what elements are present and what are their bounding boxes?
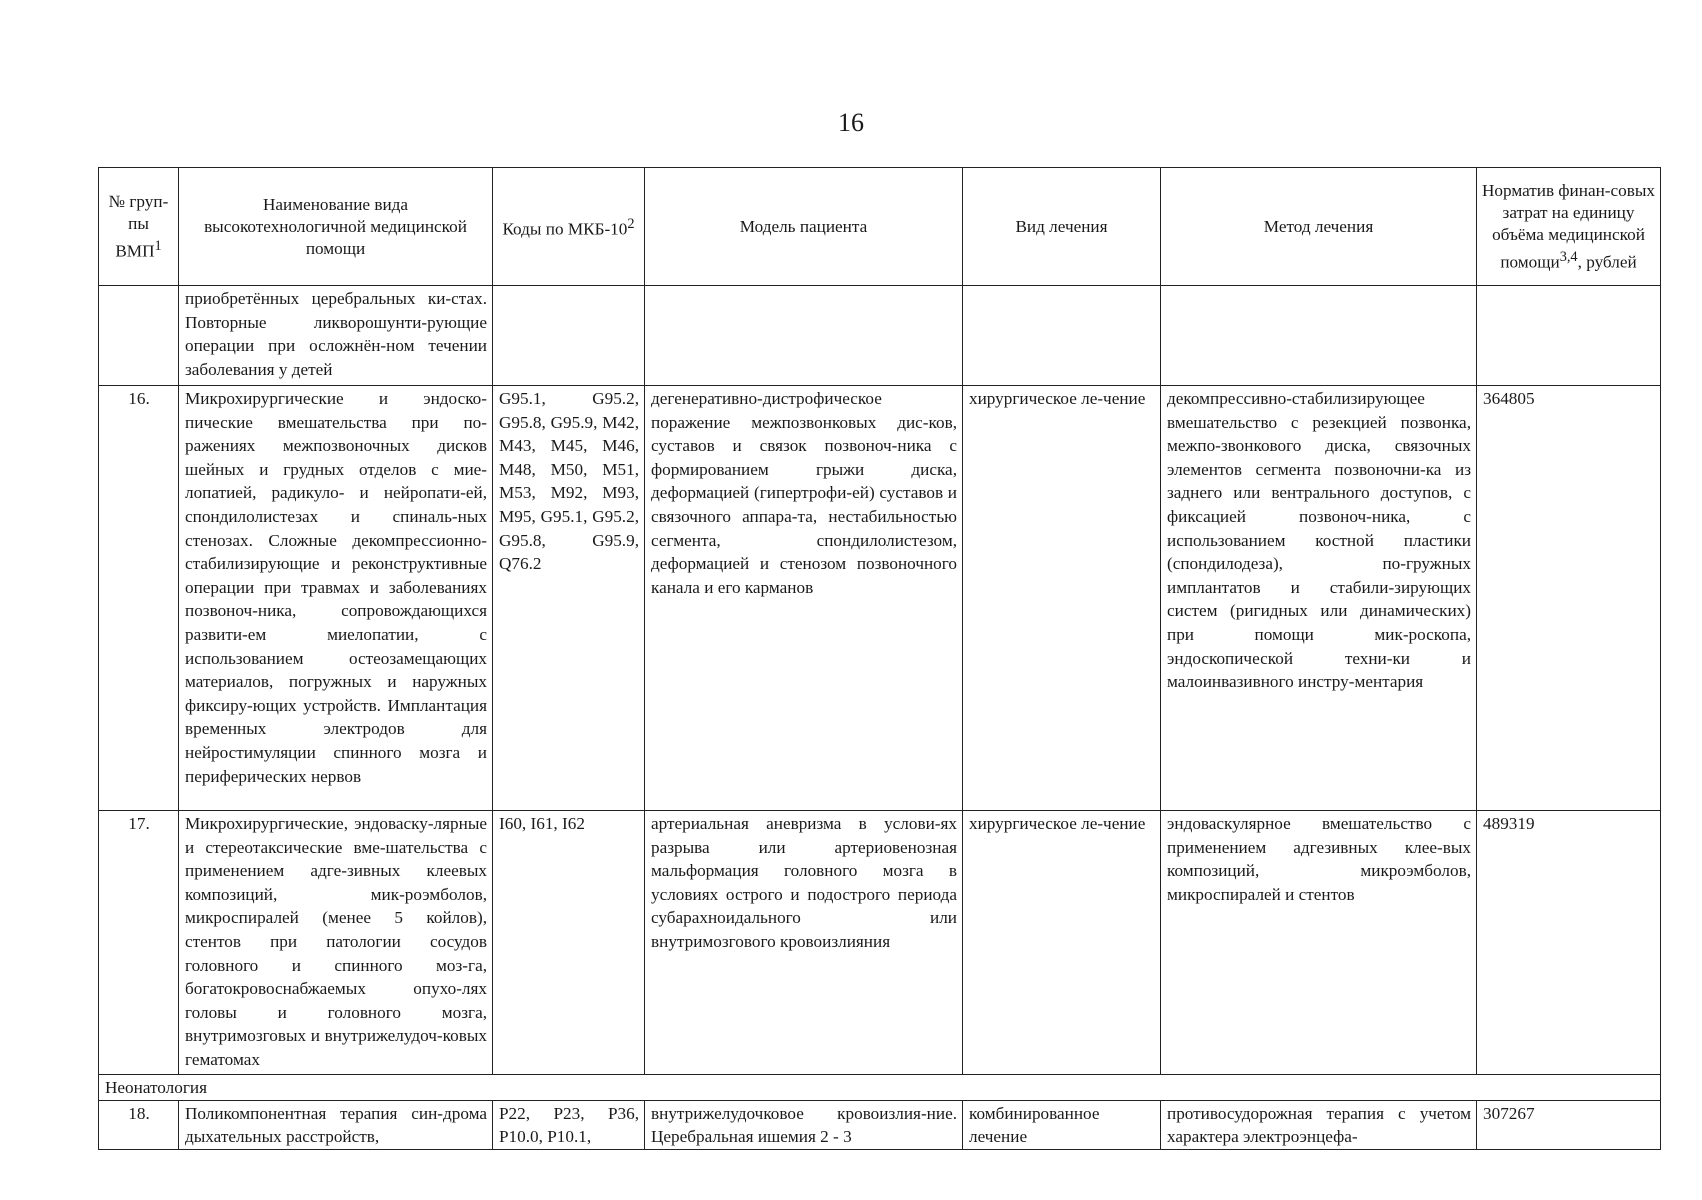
cell-type [963,286,1161,386]
table-row [99,811,1661,1075]
cell-model: внутрижелудочковое кровоизлия-ние. Церебральная ишемия 2 - 3 [645,1100,963,1149]
header-norm: Норматив финан-совых затрат на единицу объёма медицинской помощи$^{3,4}$, рублей [1477,168,1661,286]
cell-name: Поликомпонентная терапия син-дрома дыхательных расстройств, [179,1100,493,1149]
cell-method: противосудорожная терапия с учетом характера электроэнцефа- [1161,1100,1477,1149]
header-patient-model: Модель пациента [645,168,963,286]
header-codes: Коды по МКБ-$10^2$ [493,168,645,286]
table-row [99,286,1661,386]
header-treatment-type: Вид лечения [963,168,1161,286]
cell-no: 16. [99,386,179,811]
cell-codes: G95.1, G95.2, G95.8, G95.9, M42, M43, M45, M46, M48, M50, M51, M53, M92, M93, M95, G95.1, G95.2, G95.8, G95.9, Q76.2 [493,386,645,811]
cell-norm: 307267 [1477,1100,1661,1149]
cell-norm: 489319 [1477,811,1661,1075]
section-row [99,1075,1661,1101]
cell-method [1161,286,1477,386]
cell-no: 18. [99,1100,179,1149]
cell-name: Микрохирургические, эндоваску-лярные и стереотаксические вме-шательства с применением адге-зивных клеевых композиций, мик-роэмболов, микроспиралей (менее 5 койлов), стентов при патологии сосудов головного и спинного моз-га, богатокровоснабжаемых опухо-лях головы и головного мозга, внутримозговых и внутрижелудоч-ковых гематомах [179,811,493,1075]
vmp-table [98,167,1661,1150]
cell-name: приобретённых церебральных ки-стах. Повторные ликворошунти-рующие операции при осложнён-ном течении заболевания у детей [179,286,493,386]
cell-no [99,286,179,386]
cell-method: эндоваскулярное вмешательство с применением адгезивных клее-вых композиций, микроэмболов, микроспиралей и стентов [1161,811,1477,1075]
table-row [99,386,1661,811]
cell-no: 17. [99,811,179,1075]
cell-codes [493,286,645,386]
section-title: Неонатология [99,1075,1661,1101]
header-group-no: № груп-пы ВМП$^1$ [99,168,179,286]
header-name: Наименование вида высокотехнологичной медицинской помощи [179,168,493,286]
table-header-row [99,168,1661,286]
page-number: 16 [838,108,864,137]
cell-type: комбинированное лечение [963,1100,1161,1149]
cell-codes: P22, P23, P36, P10.0, P10.1, [493,1100,645,1149]
cell-method: декомпрессивно-стабилизирующее вмешательство с резекцией позвонка, межпо-звонкового диска, связочных элементов сегмента позвоночни-ка из заднего или вентрального доступов, с фиксацией позвоноч-ника, с использованием костной пластики (спондилодеза), по-гружных имплантатов и стабили-зирующих систем (ригидных или динамических) при помощи мик-роскопа, эндоскопической техни-ки и малоинвазивного инстру-ментария [1161,386,1477,811]
cell-model: артериальная аневризма в услови-ях разрыва или артериовенозная мальформация головного мозга в условиях острого и подострого периода субарахноидального или внутримозгового кровоизлияния [645,811,963,1075]
cell-model [645,286,963,386]
cell-type: хирургическое ле-чение [963,386,1161,811]
cell-norm [1477,286,1661,386]
cell-norm: 364805 [1477,386,1661,811]
header-method: Метод лечения [1161,168,1477,286]
cell-name: Микрохирургические и эндоско-пические вмешательства при по-ражениях межпозвоночных дисков шейных и грудных отделов с мие-лопатией, радикуло- и нейропати-ей, спондилолистезах и спиналь-ных стенозах. Сложные декомпрессионно-стабилизирующие и реконструктивные операции при травмах и заболеваниях позвоноч-ника, сопровождающихся развити-ем миелопатии, с использованием остеозамещающих материалов, погружных и наружных фиксиру-ющих устройств. Имплантация временных электродов для нейростимуляции спинного мозга и периферических нервов [179,386,493,811]
cell-model: дегенеративно-дистрофическое поражение межпозвонковых дис-ков, суставов и связок позвоноч-ника с формированием грыжи диска, деформацией (гипертрофи-ей) суставов и связочного аппара-та, нестабильностью сегмента, спондилолистезом, деформацией и стенозом позвоночного канала и его карманов [645,386,963,811]
cell-type: хирургическое ле-чение [963,811,1161,1075]
cell-codes: I60, I61, I62 [493,811,645,1075]
table-row [99,1100,1661,1149]
